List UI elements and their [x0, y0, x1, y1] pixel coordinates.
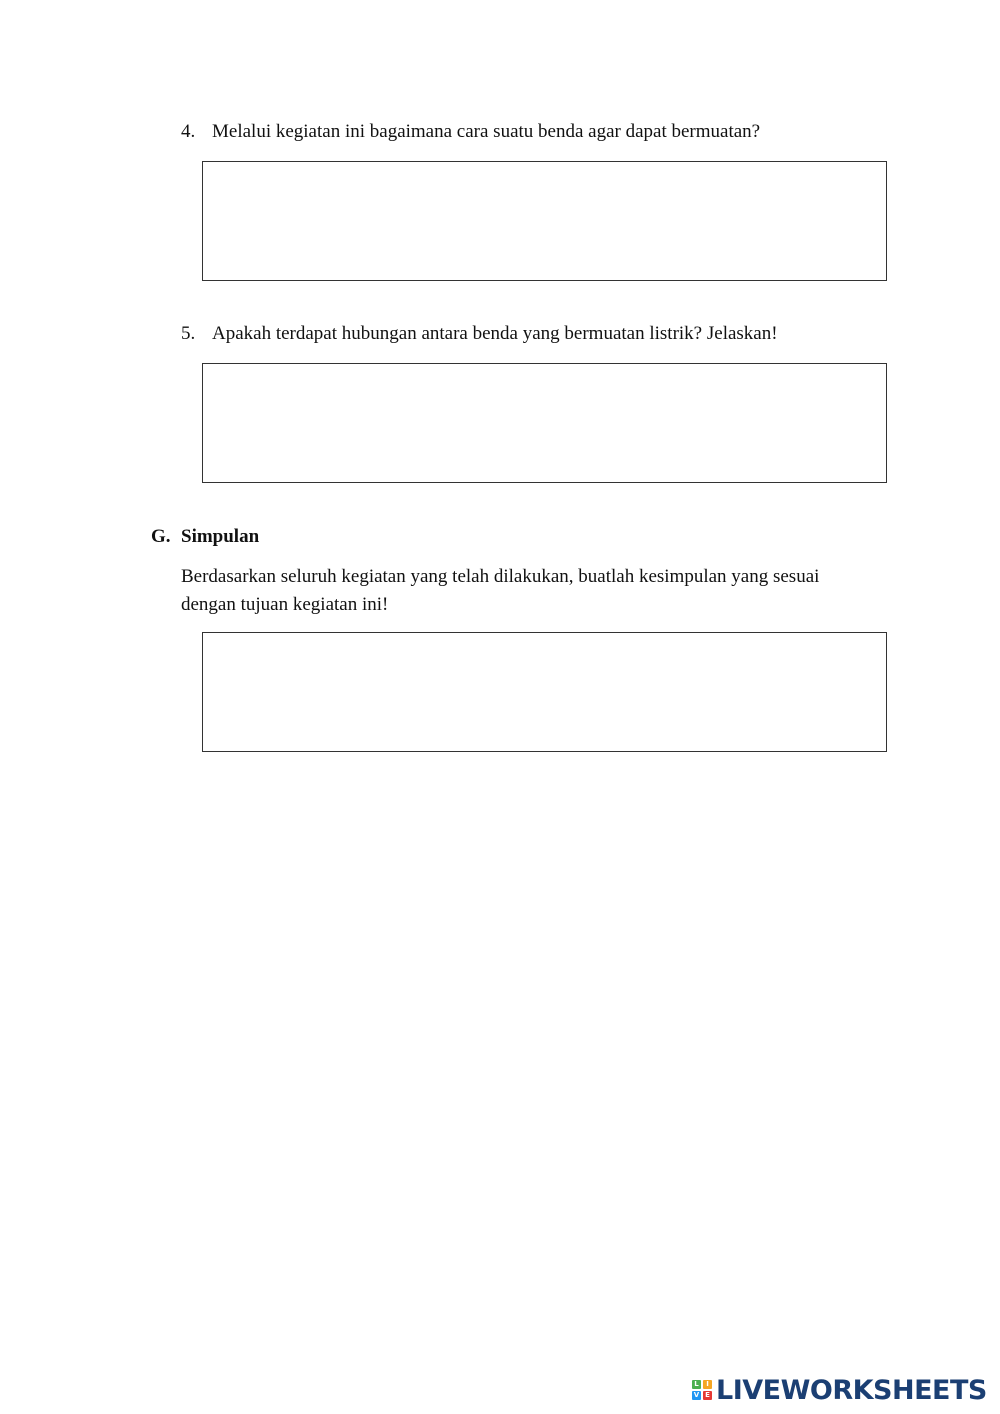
instruction-line-1: Berdasarkan seluruh kegiatan yang telah dilakukan, buatlah kesimpulan yang sesuai: [181, 566, 820, 587]
logo-letter-i: I: [703, 1380, 712, 1389]
logo-letter-e: E: [703, 1391, 712, 1400]
logo-letter-l: L: [692, 1380, 701, 1389]
section-heading-simpulan: [151, 523, 259, 551]
section-letter: G.: [151, 526, 171, 547]
question-5: [181, 320, 778, 348]
question-text: Apakah terdapat hubungan antara benda yang bermuatan listrik? Jelaskan!: [212, 323, 778, 344]
section-title: Simpulan: [181, 526, 260, 547]
liveworksheets-logo: [692, 1374, 987, 1406]
liveworksheets-logo-icon: [692, 1380, 712, 1400]
instruction-line-2: dengan tujuan kegiatan ini!: [181, 594, 389, 615]
section-instruction: [181, 563, 881, 619]
answer-box-question-5[interactable]: [202, 363, 887, 483]
answer-box-question-4[interactable]: [202, 161, 887, 281]
question-4: [181, 118, 760, 146]
logo-letter-v: V: [693, 1391, 700, 1399]
question-number: 5.: [181, 323, 196, 344]
answer-box-simpulan[interactable]: [202, 632, 887, 752]
logo-text: LIVEWORKSHEETS: [716, 1374, 987, 1406]
question-text: Melalui kegiatan ini bagaimana cara suatu benda agar dapat bermuatan?: [212, 121, 761, 142]
question-number: 4.: [181, 121, 196, 142]
